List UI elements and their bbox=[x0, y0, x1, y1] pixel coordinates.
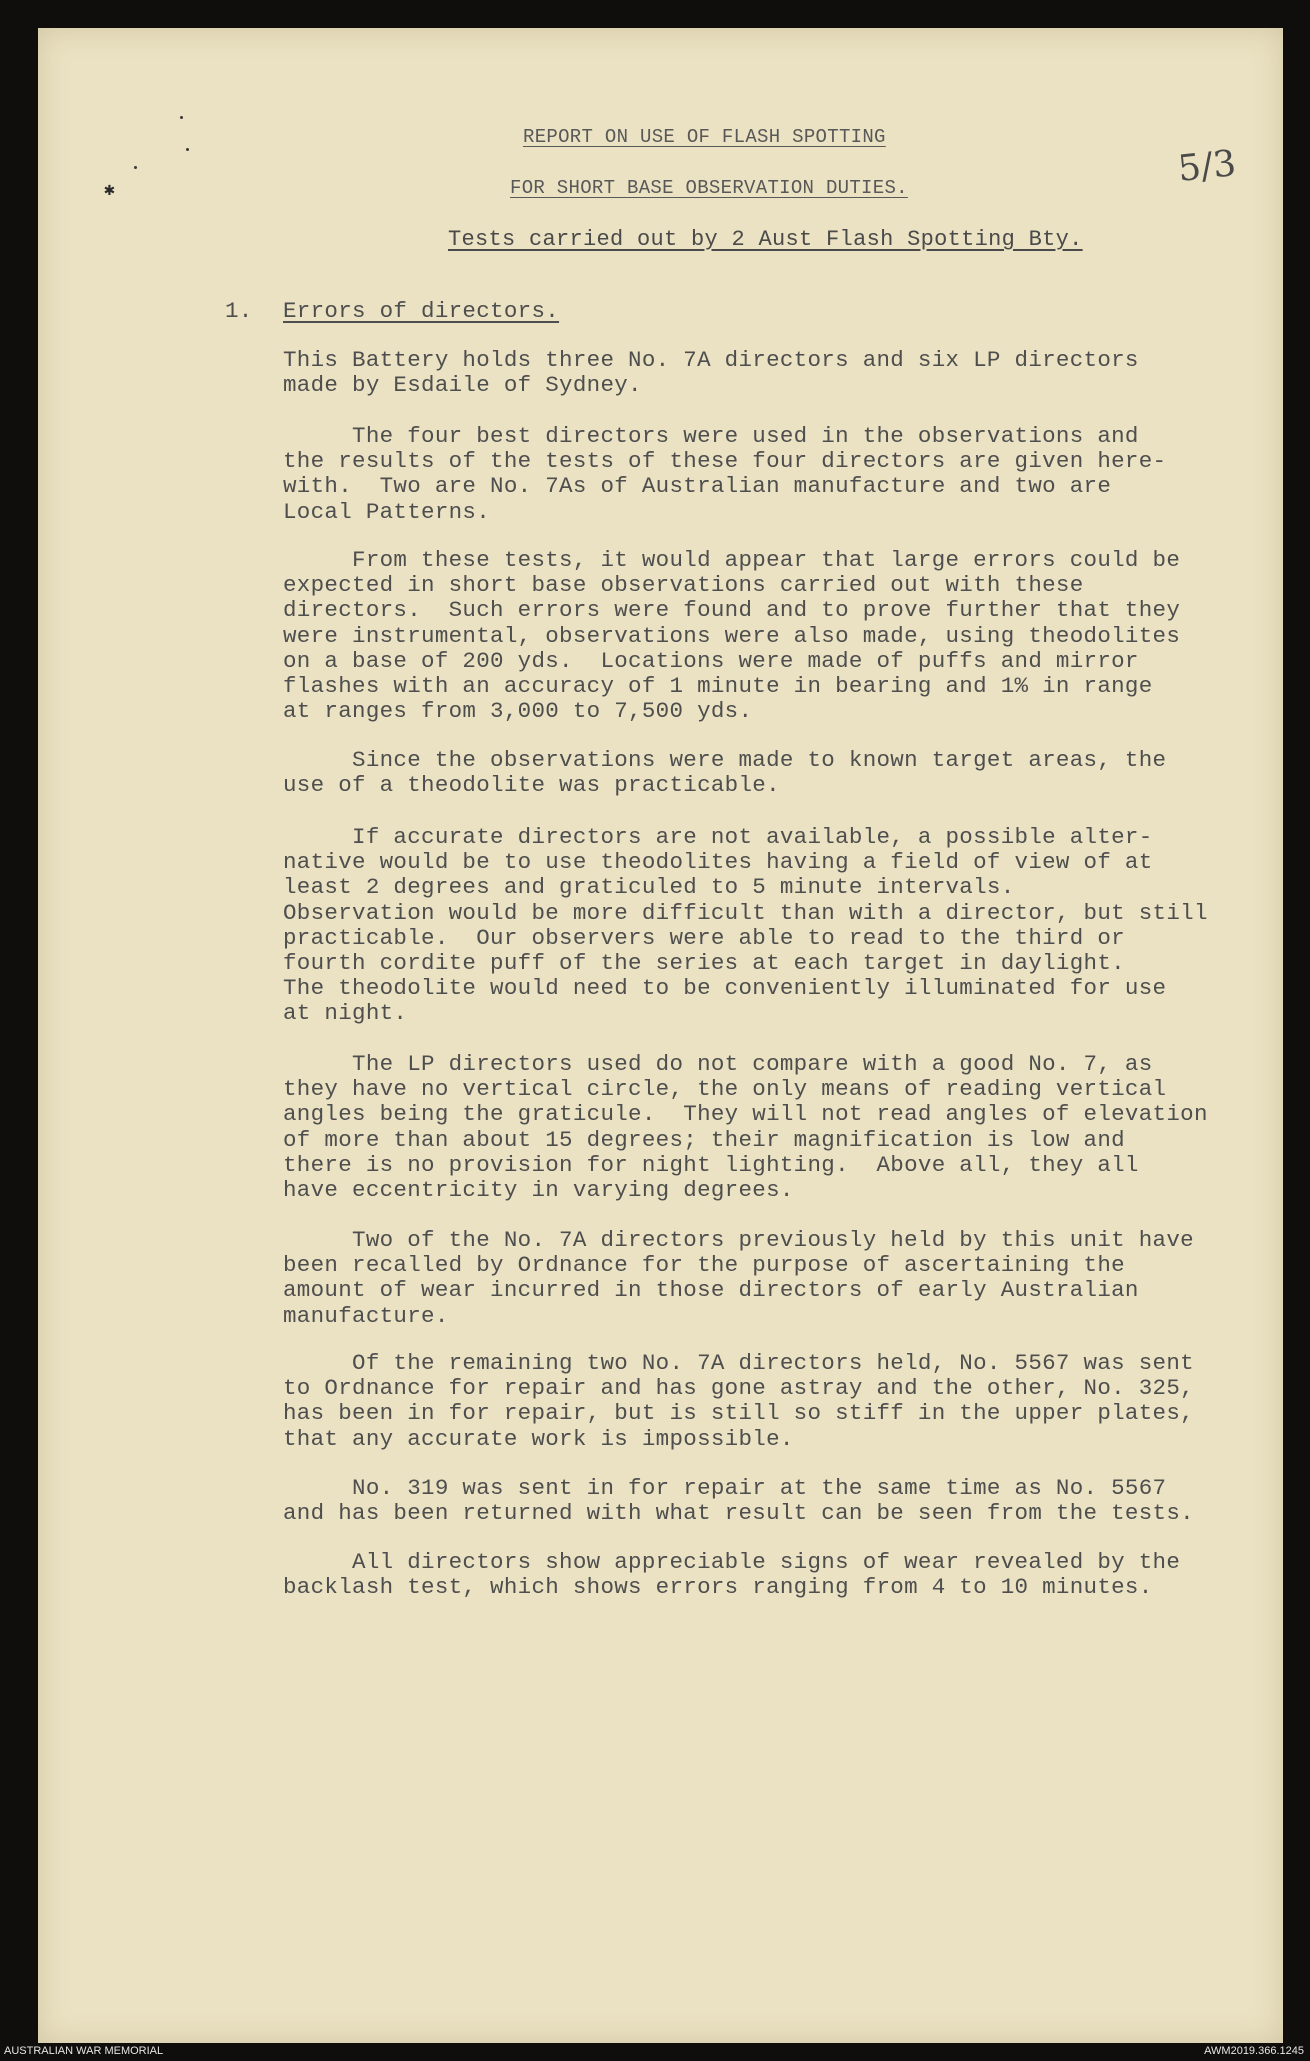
report-title-line-1: REPORT ON USE OF FLASH SPOTTING bbox=[523, 126, 886, 148]
section-number: 1. bbox=[225, 298, 253, 324]
paragraph-3: From these tests, it would appear that large errors could be expected in short base observations carried out with these directors. Such errors were found and to prove further that they were instrumental, observations were also made, using theodolites on a base of 200 yds. Locations were made of puffs and mirror flashes with an accuracy of 1 minute in bearing and 1% in range at ranges from 3,000 to 7,500 yds. bbox=[283, 547, 1181, 725]
paragraph-10: All directors show appreciable signs of wear revealed by the backlash test, which shows errors ranging from 4 to 10 minutes. bbox=[283, 1549, 1181, 1601]
paragraph-2: The four best directors were used in the observations and the results of the tests of these four directors are given here- with. Two are No. 7As of Australian manufacture and two are Local Patterns. bbox=[283, 423, 1167, 525]
paragraph-4: Since the observations were made to known target areas, the use of a theodolite was practicable. bbox=[283, 747, 1167, 799]
section-title: Errors of directors. bbox=[283, 298, 560, 324]
document-page bbox=[38, 28, 1283, 2043]
report-subtitle: Tests carried out by 2 Aust Flash Spotting Bty. bbox=[448, 227, 1083, 252]
archive-credit: AUSTRALIAN WAR MEMORIAL bbox=[4, 2045, 164, 2057]
paragraph-5: If accurate directors are not available, a possible alter- native would be to use theodolites having a field of view of at least 2 degrees and graticuled to 5 minute intervals. Observation would be more difficult than with a director, but still practicable. Our observers were able to read to the third or fourth cordite puff of the series at each target in daylight. The theodolite would need to be conveniently illuminated for use at night. bbox=[283, 824, 1208, 1027]
paragraph-7: Two of the No. 7A directors previously held by this unit have been recalled by Ordnance for the purpose of ascertaining the amount of wear incurred in those directors of early Australian manufacture. bbox=[283, 1227, 1194, 1329]
pin-mark bbox=[134, 166, 137, 169]
paragraph-6: The LP directors used do not compare with a good No. 7, as they have no vertical circle, the only means of reading vertical angles being the graticule. They will not read angles of elevation of more than about 15 degrees; their magnification is low and there is no provision for night lighting. Above all, they all have eccentricity in varying degrees. bbox=[283, 1051, 1208, 1204]
paragraph-9: No. 319 was sent in for repair at the same time as No. 5567 and has been returned with what result can be seen from the tests. bbox=[283, 1475, 1194, 1527]
pin-mark bbox=[180, 116, 183, 119]
paragraph-8: Of the remaining two No. 7A directors held, No. 5567 was sent to Ordnance for repair and has gone astray and the other, No. 325, has been in for repair, but is still so stiff in the upper plates, that any accurate work is impossible. bbox=[283, 1350, 1194, 1452]
pin-mark bbox=[186, 148, 189, 151]
folio-number: 5/3 bbox=[1176, 143, 1238, 190]
archive-reference: AWM2019.366.1245 bbox=[1204, 2045, 1304, 2057]
paragraph-1: This Battery holds three No. 7A directors and six LP directors made by Esdaile of Sydney. bbox=[283, 347, 1139, 399]
punch-hole-mark: ✱ bbox=[104, 181, 115, 201]
report-title-line-2: FOR SHORT BASE OBSERVATION DUTIES. bbox=[510, 177, 908, 199]
